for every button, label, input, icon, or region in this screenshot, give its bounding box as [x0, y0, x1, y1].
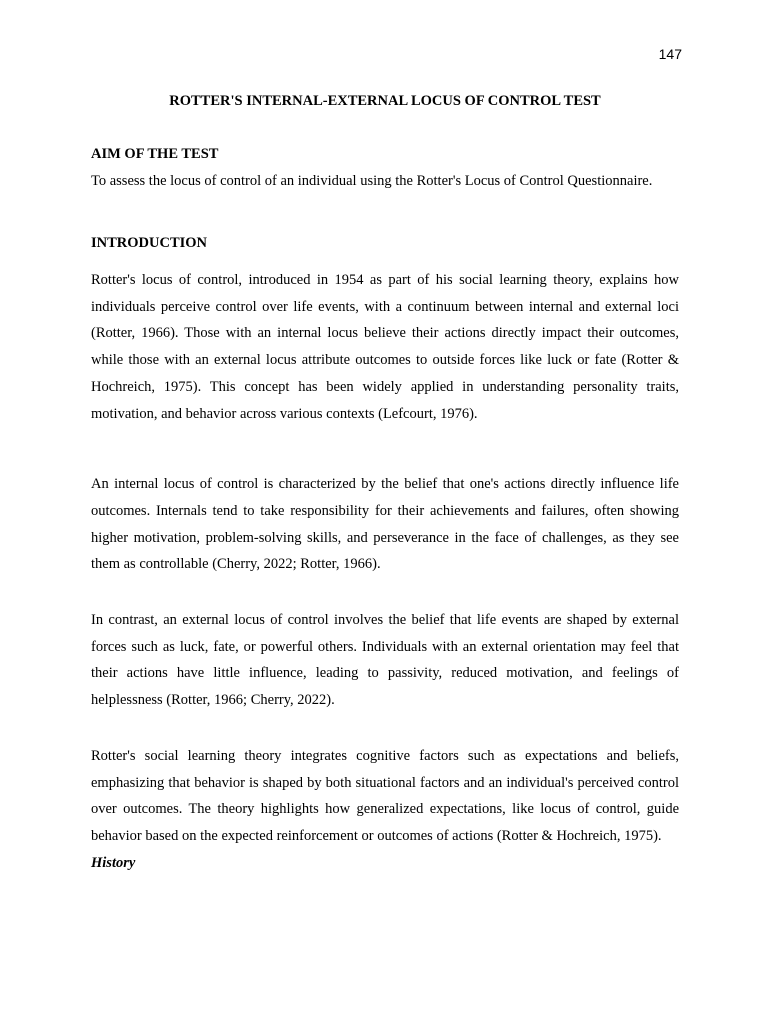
document-body	[91, 91, 679, 876]
introduction-paragraph-3: In contrast, an external locus of control involves the belief that life events are shaped by external forces such as luck, fate, or powerful others. Individuals with an external orientation may feel that their actions have little influence, leading to passivity, reduced motivation, and feelings of helplessness (Rotter, 1966; Cherry, 2022).	[91, 612, 679, 709]
introduction-paragraph-1: Rotter's locus of control, introduced in 1954 as part of his social learning theory, explains how individuals perceive control over life events, with a continuum between internal and external loci (Rotter, 1966). Those with an internal locus believe their actions directly impact their outcomes, while those with an external locus attribute outcomes to outside forces like luck or fate (Rotter & Hochreich, 1975). This concept has been widely applied in understanding personality traits, motivation, and behavior across various contexts (Lefcourt, 1976).	[91, 272, 679, 422]
aim-heading: AIM OF THE TEST	[91, 146, 219, 162]
page-number: 147	[658, 46, 682, 62]
introduction-paragraph-2: An internal locus of control is characterized by the belief that one's actions directly influence life outcomes. Internals tend to take responsibility for their achievements and failures, often showing higher motivation, problem-solving skills, and perseverance in the face of challenges, as they see them as controllable (Cherry, 2022; Rotter, 1966).	[91, 476, 679, 573]
introduction-heading: INTRODUCTION	[91, 235, 208, 251]
document-title: ROTTER'S INTERNAL-EXTERNAL LOCUS OF CONTROL TEST	[169, 93, 601, 109]
introduction-paragraph-4: Rotter's social learning theory integrates cognitive factors such as expectations and beliefs, emphasizing that behavior is shaped by both situational factors and an individual's perceived control over outcomes. The theory highlights how generalized expectations, like locus of control, guide behavior based on the expected reinforcement or outcomes of actions (Rotter & Hochreich, 1975).	[91, 747, 679, 844]
history-heading: History	[91, 854, 136, 871]
aim-text: To assess the locus of control of an individual using the Rotter's Locus of Control Questionnaire.	[91, 173, 653, 189]
